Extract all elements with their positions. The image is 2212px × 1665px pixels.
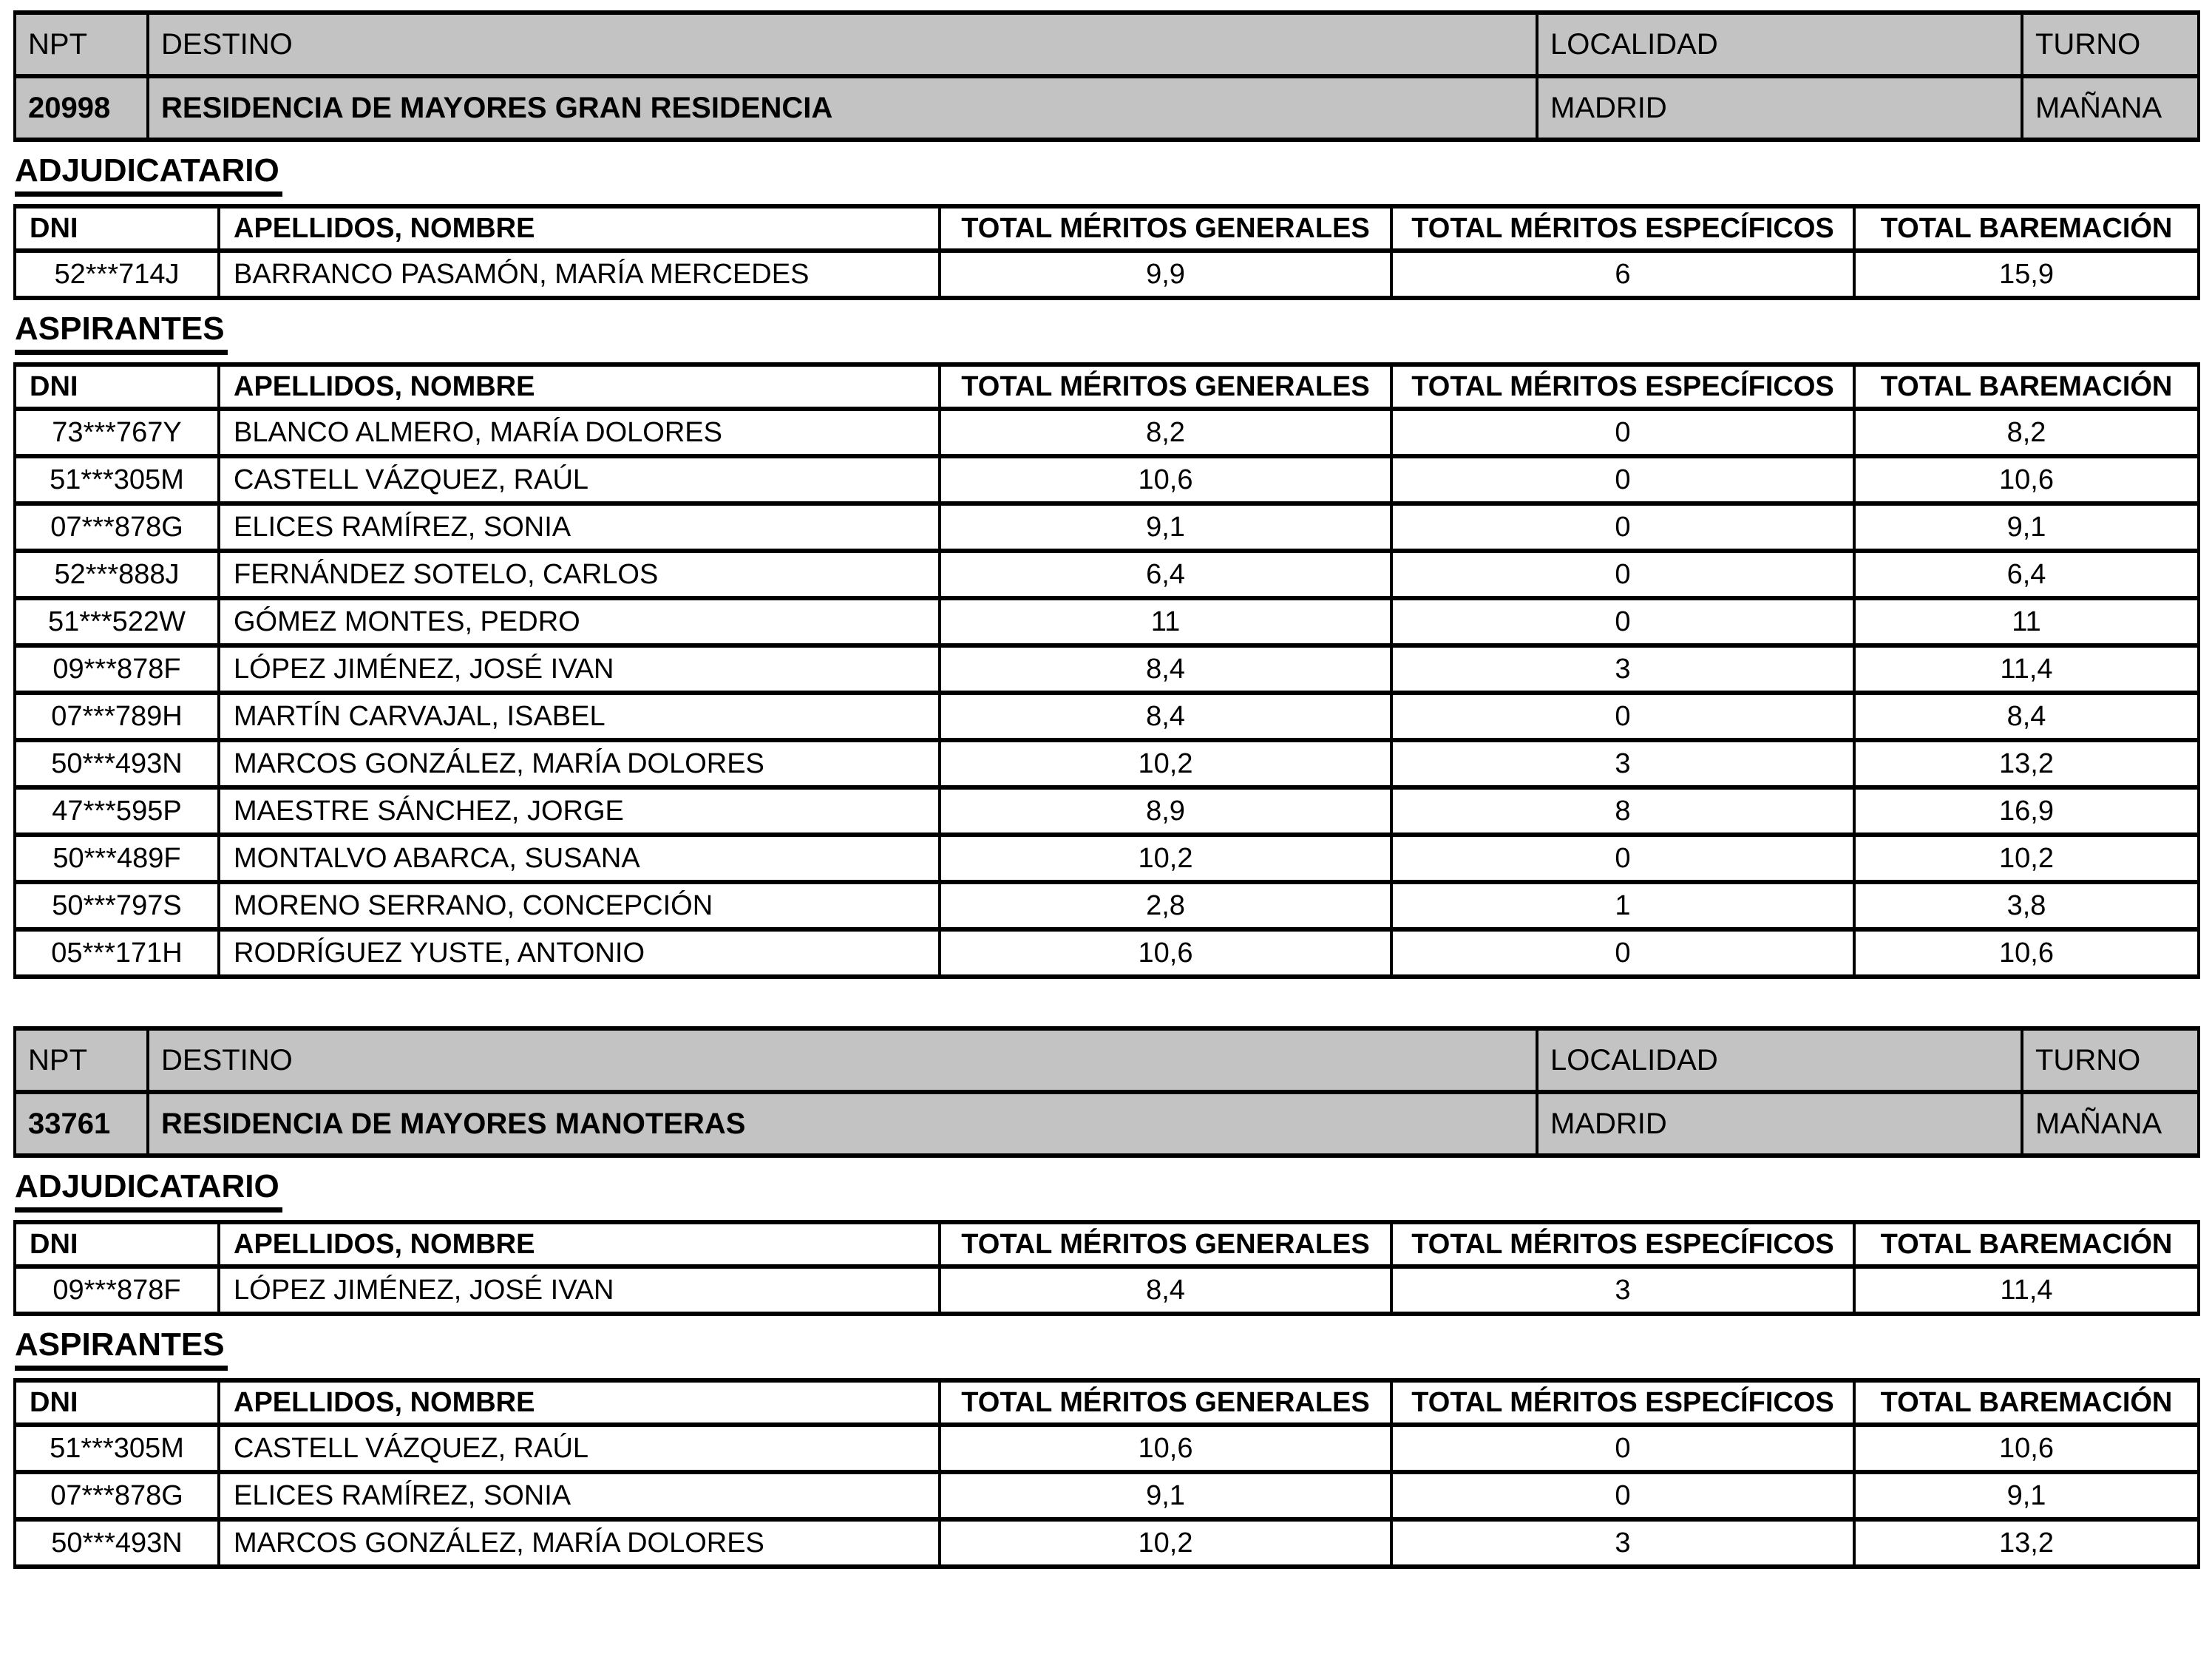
cell-dni: 50***797S: [15, 882, 219, 929]
cell-tme: 3: [1391, 740, 1854, 787]
cell-dni: 47***595P: [15, 787, 219, 835]
cell-tb: 11,4: [1854, 1266, 2199, 1314]
cell-nombre: GÓMEZ MONTES, PEDRO: [219, 598, 940, 645]
cell-dni: 07***789H: [15, 693, 219, 740]
cell-tmg: 8,9: [940, 787, 1391, 835]
cell-tme: 6: [1391, 251, 1854, 298]
destino-value-cell: RESIDENCIA DE MAYORES GRAN RESIDENCIA: [148, 76, 1537, 140]
cell-nombre: CASTELL VÁZQUEZ, RAÚL: [219, 456, 940, 503]
cell-tb: 9,1: [1854, 1472, 2199, 1519]
cell-tmg: 2,8: [940, 882, 1391, 929]
table-row: [15, 787, 2199, 835]
cell-nombre: CASTELL VÁZQUEZ, RAÚL: [219, 1425, 940, 1472]
cell-tme: 1: [1391, 882, 1854, 929]
table-row: [15, 13, 2199, 76]
table-row: [15, 503, 2199, 551]
nombre-header-cell: APELLIDOS, NOMBRE: [219, 1380, 940, 1425]
tme-header-cell: TOTAL MÉRITOS ESPECÍFICOS: [1391, 1222, 1854, 1266]
cell-tmg: 10,6: [940, 456, 1391, 503]
dni-header-cell: DNI: [15, 206, 219, 251]
table-row: [15, 1425, 2199, 1472]
destination-header-table: [13, 1026, 2200, 1158]
cell-tme: 0: [1391, 929, 1854, 977]
table-header-row: [15, 1222, 2199, 1266]
localidad-label-cell: LOCALIDAD: [1537, 13, 2022, 76]
adjudicatario-table: [13, 1220, 2200, 1316]
adjudicatario-heading: ADJUDICATARIO: [15, 1168, 282, 1213]
cell-dni: 50***493N: [15, 1519, 219, 1567]
cell-tmg: 10,6: [940, 1425, 1391, 1472]
dni-header-cell: DNI: [15, 364, 219, 409]
npt-value-cell: 33761: [15, 1092, 148, 1156]
table-row: [15, 1028, 2199, 1092]
cell-dni: 07***878G: [15, 1472, 219, 1519]
table-row: [15, 835, 2199, 882]
cell-dni: 51***305M: [15, 1425, 219, 1472]
table-row: [15, 1092, 2199, 1156]
tmg-header-cell: TOTAL MÉRITOS GENERALES: [940, 364, 1391, 409]
cell-tmg: 8,4: [940, 645, 1391, 693]
cell-tmg: 10,2: [940, 835, 1391, 882]
cell-dni: 05***171H: [15, 929, 219, 977]
aspirantes-table: [13, 1378, 2200, 1569]
cell-nombre: MARCOS GONZÁLEZ, MARÍA DOLORES: [219, 1519, 940, 1567]
cell-nombre: LÓPEZ JIMÉNEZ, JOSÉ IVAN: [219, 645, 940, 693]
cell-dni: 73***767Y: [15, 409, 219, 456]
cell-tmg: 10,2: [940, 1519, 1391, 1567]
cell-tb: 16,9: [1854, 787, 2199, 835]
npt-label-cell: NPT: [15, 13, 148, 76]
aspirantes-table: [13, 362, 2200, 979]
table-row: [15, 929, 2199, 977]
turno-value-cell: MAÑANA: [2022, 1092, 2199, 1156]
cell-nombre: MAESTRE SÁNCHEZ, JORGE: [219, 787, 940, 835]
table-header-row: [15, 206, 2199, 251]
cell-tmg: 8,4: [940, 693, 1391, 740]
dni-header-cell: DNI: [15, 1222, 219, 1266]
cell-nombre: RODRÍGUEZ YUSTE, ANTONIO: [219, 929, 940, 977]
tme-header-cell: TOTAL MÉRITOS ESPECÍFICOS: [1391, 364, 1854, 409]
cell-nombre: MORENO SERRANO, CONCEPCIÓN: [219, 882, 940, 929]
npt-label-cell: NPT: [15, 1028, 148, 1092]
tb-header-cell: TOTAL BAREMACIÓN: [1854, 1222, 2199, 1266]
localidad-value-cell: MADRID: [1537, 76, 2022, 140]
cell-tmg: 8,4: [940, 1266, 1391, 1314]
cell-tmg: 9,9: [940, 251, 1391, 298]
tb-header-cell: TOTAL BAREMACIÓN: [1854, 364, 2199, 409]
turno-value-cell: MAÑANA: [2022, 76, 2199, 140]
cell-tb: 6,4: [1854, 551, 2199, 598]
localidad-label-cell: LOCALIDAD: [1537, 1028, 2022, 1092]
cell-dni: 51***522W: [15, 598, 219, 645]
adjudicatario-heading: ADJUDICATARIO: [15, 152, 282, 197]
tme-header-cell: TOTAL MÉRITOS ESPECÍFICOS: [1391, 1380, 1854, 1425]
cell-tb: 13,2: [1854, 1519, 2199, 1567]
table-row: [15, 1266, 2199, 1314]
cell-tb: 13,2: [1854, 740, 2199, 787]
tmg-header-cell: TOTAL MÉRITOS GENERALES: [940, 206, 1391, 251]
table-row: [15, 409, 2199, 456]
nombre-header-cell: APELLIDOS, NOMBRE: [219, 364, 940, 409]
tmg-header-cell: TOTAL MÉRITOS GENERALES: [940, 1380, 1391, 1425]
cell-tme: 0: [1391, 835, 1854, 882]
cell-dni: 09***878F: [15, 1266, 219, 1314]
cell-dni: 09***878F: [15, 645, 219, 693]
cell-tme: 0: [1391, 456, 1854, 503]
cell-tme: 3: [1391, 1266, 1854, 1314]
table-header-row: [15, 364, 2199, 409]
adjudicatario-table: [13, 204, 2200, 300]
cell-dni: 50***489F: [15, 835, 219, 882]
cell-nombre: BARRANCO PASAMÓN, MARÍA MERCEDES: [219, 251, 940, 298]
cell-nombre: LÓPEZ JIMÉNEZ, JOSÉ IVAN: [219, 1266, 940, 1314]
cell-nombre: MONTALVO ABARCA, SUSANA: [219, 835, 940, 882]
destination-section: [13, 1026, 2199, 1569]
cell-tb: 10,6: [1854, 929, 2199, 977]
table-row: [15, 551, 2199, 598]
cell-tb: 9,1: [1854, 503, 2199, 551]
tb-header-cell: TOTAL BAREMACIÓN: [1854, 1380, 2199, 1425]
table-row: [15, 1519, 2199, 1567]
table-row: [15, 456, 2199, 503]
cell-tb: 11: [1854, 598, 2199, 645]
cell-dni: 52***714J: [15, 251, 219, 298]
cell-dni: 50***493N: [15, 740, 219, 787]
nombre-header-cell: APELLIDOS, NOMBRE: [219, 1222, 940, 1266]
table-row: [15, 693, 2199, 740]
aspirantes-heading: ASPIRANTES: [15, 311, 228, 355]
cell-tmg: 6,4: [940, 551, 1391, 598]
cell-tme: 0: [1391, 1472, 1854, 1519]
cell-nombre: MARCOS GONZÁLEZ, MARÍA DOLORES: [219, 740, 940, 787]
table-row: [15, 882, 2199, 929]
destination-section: [13, 10, 2199, 979]
table-row: [15, 645, 2199, 693]
cell-tmg: 11: [940, 598, 1391, 645]
destination-header-table: [13, 10, 2200, 142]
cell-nombre: ELICES RAMÍREZ, SONIA: [219, 1472, 940, 1519]
cell-tme: 0: [1391, 598, 1854, 645]
cell-tb: 10,6: [1854, 1425, 2199, 1472]
cell-tme: 3: [1391, 645, 1854, 693]
turno-label-cell: TURNO: [2022, 1028, 2199, 1092]
tb-header-cell: TOTAL BAREMACIÓN: [1854, 206, 2199, 251]
cell-tme: 0: [1391, 551, 1854, 598]
cell-tme: 0: [1391, 409, 1854, 456]
destino-value-cell: RESIDENCIA DE MAYORES MANOTERAS: [148, 1092, 1537, 1156]
cell-tb: 3,8: [1854, 882, 2199, 929]
cell-tb: 8,4: [1854, 693, 2199, 740]
cell-tme: 0: [1391, 693, 1854, 740]
npt-value-cell: 20998: [15, 76, 148, 140]
cell-tb: 10,2: [1854, 835, 2199, 882]
cell-tmg: 10,6: [940, 929, 1391, 977]
cell-tb: 8,2: [1854, 409, 2199, 456]
localidad-value-cell: MADRID: [1537, 1092, 2022, 1156]
table-row: [15, 598, 2199, 645]
destino-label-cell: DESTINO: [148, 13, 1537, 76]
section-divider-space: [13, 979, 2199, 1026]
cell-tme: 0: [1391, 503, 1854, 551]
cell-tme: 0: [1391, 1425, 1854, 1472]
turno-label-cell: TURNO: [2022, 13, 2199, 76]
tmg-header-cell: TOTAL MÉRITOS GENERALES: [940, 1222, 1391, 1266]
cell-tmg: 9,1: [940, 1472, 1391, 1519]
cell-tb: 15,9: [1854, 251, 2199, 298]
cell-tb: 10,6: [1854, 456, 2199, 503]
cell-tme: 8: [1391, 787, 1854, 835]
cell-dni: 52***888J: [15, 551, 219, 598]
cell-tme: 3: [1391, 1519, 1854, 1567]
nombre-header-cell: APELLIDOS, NOMBRE: [219, 206, 940, 251]
cell-tb: 11,4: [1854, 645, 2199, 693]
cell-nombre: MARTÍN CARVAJAL, ISABEL: [219, 693, 940, 740]
cell-dni: 07***878G: [15, 503, 219, 551]
cell-tmg: 8,2: [940, 409, 1391, 456]
cell-nombre: ELICES RAMÍREZ, SONIA: [219, 503, 940, 551]
cell-dni: 51***305M: [15, 456, 219, 503]
destino-label-cell: DESTINO: [148, 1028, 1537, 1092]
table-row: [15, 76, 2199, 140]
table-row: [15, 1472, 2199, 1519]
table-header-row: [15, 1380, 2199, 1425]
cell-tmg: 9,1: [940, 503, 1391, 551]
dni-header-cell: DNI: [15, 1380, 219, 1425]
cell-tmg: 10,2: [940, 740, 1391, 787]
table-row: [15, 740, 2199, 787]
cell-nombre: BLANCO ALMERO, MARÍA DOLORES: [219, 409, 940, 456]
aspirantes-heading: ASPIRANTES: [15, 1326, 228, 1371]
table-row: [15, 251, 2199, 298]
tme-header-cell: TOTAL MÉRITOS ESPECÍFICOS: [1391, 206, 1854, 251]
cell-nombre: FERNÁNDEZ SOTELO, CARLOS: [219, 551, 940, 598]
